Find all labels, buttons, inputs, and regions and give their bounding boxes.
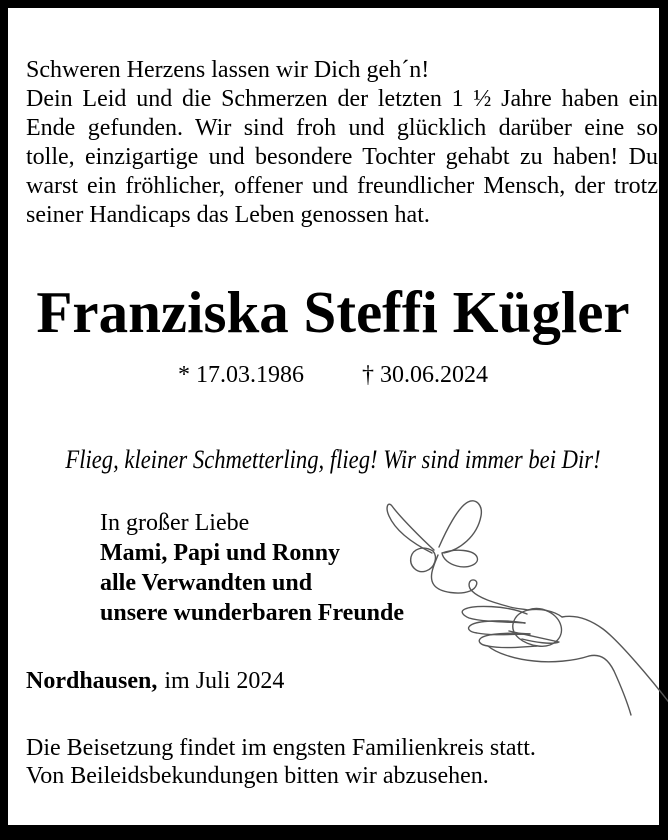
dateline-city: Nordhausen, [26, 668, 158, 694]
line-art-strokes [387, 501, 668, 715]
mourners-line: alle Verwandten und [100, 570, 313, 596]
death-date: † 30.06.2024 [362, 362, 488, 388]
intro-line: seiner Handicaps das Leben genossen hat. [26, 202, 430, 228]
epitaph-quote: Flieg, kleiner Schmetterling, flieg! Wir sind immer bei Dir! [65, 445, 601, 474]
intro-line: Ende gefunden. Wir sind froh und glücklich darüber eine so [26, 115, 658, 141]
deceased-name: Franziska Steffi Kügler [36, 279, 630, 345]
intro-line: warst ein fröhlicher, offener und freundlicher Mensch, der trotz [26, 173, 658, 199]
intro-line: Schweren Herzens lassen wir Dich geh´n! [26, 57, 430, 83]
mourners-block [100, 508, 404, 628]
mourners-line: unsere wunderbaren Freunde [100, 600, 405, 626]
closing-line: Die Beisetzung findet im engsten Familienkreis statt. [26, 735, 536, 761]
butterfly-hand-line-art-icon [376, 493, 668, 723]
life-dates [16, 361, 650, 390]
dateline-date: im Juli 2024 [164, 668, 285, 694]
closing-line: Von Beileidsbekundungen bitten wir abzusehen. [26, 763, 489, 789]
intro-paragraph [26, 56, 658, 230]
birth-date: * 17.03.1986 [178, 362, 304, 388]
dateline [26, 667, 284, 696]
mourners-line: Mami, Papi und Ronny [100, 540, 341, 566]
intro-line: Dein Leid und die Schmerzen der letzten 1 ½ Jahre haben ein [26, 86, 658, 112]
intro-line: tolle, einzigartige und besondere Tochter gehabt zu haben! Du [26, 144, 658, 170]
mourners-line: In großer Liebe [100, 510, 250, 536]
closing-block [26, 734, 536, 790]
